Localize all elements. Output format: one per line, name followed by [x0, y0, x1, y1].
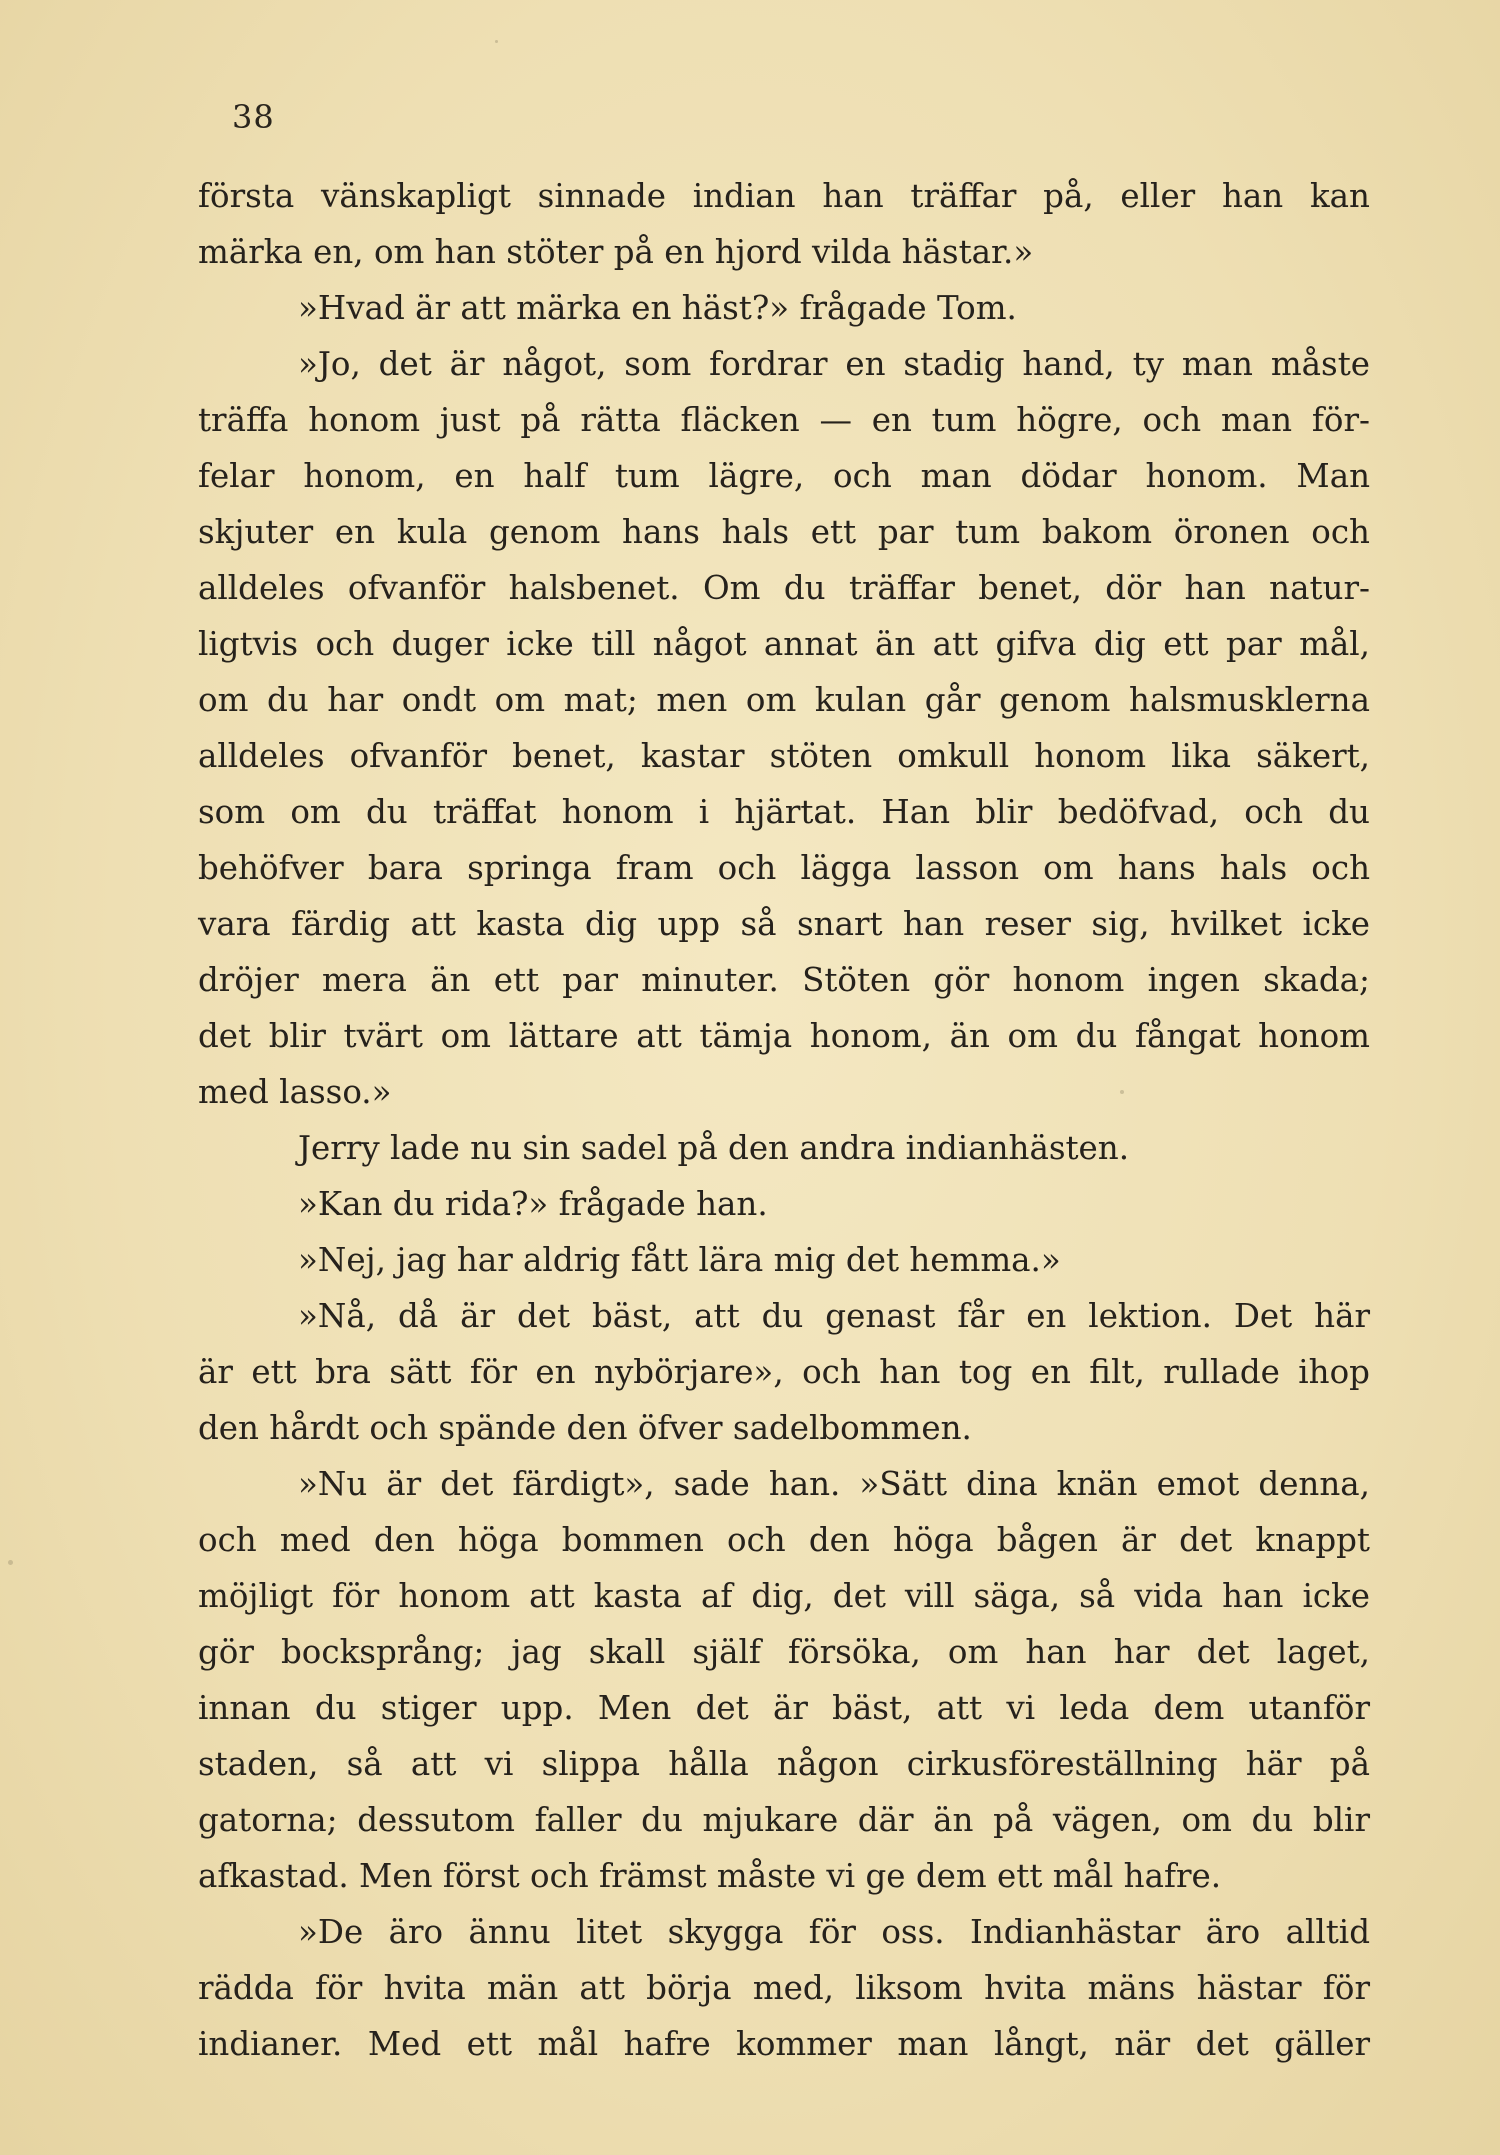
- text-line: alldeles ofvanför benet, kastar stöten omkull honom lika säkert,: [198, 737, 1370, 775]
- text-line: felar honom, en half tum lägre, och man dödar honom. Man: [198, 457, 1370, 495]
- text-line: med lasso.»: [198, 1073, 392, 1111]
- text-line: »Nu är det färdigt», sade han. »Sätt dina knän emot denna,: [298, 1465, 1370, 1503]
- text-line: märka en, om han stöter på en hjord vilda hästar.»: [198, 233, 1034, 271]
- text-line: möjligt för honom att kasta af dig, det vill säga, så vida han icke: [198, 1577, 1370, 1615]
- text-line: innan du stiger upp. Men det är bäst, att vi leda dem utanför: [198, 1689, 1370, 1727]
- text-line: »Nej, jag har aldrig fått lära mig det hemma.»: [298, 1241, 1061, 1279]
- text-line: indianer. Med ett mål hafre kommer man långt, när det gäller: [198, 2025, 1370, 2063]
- body-text: [198, 168, 1370, 2072]
- text-line: ligtvis och duger icke till något annat än att gifva dig ett par mål,: [198, 625, 1370, 663]
- text-line: gatorna; dessutom faller du mjukare där än på vägen, om du blir: [198, 1801, 1370, 1839]
- text-line: den hårdt och spände den öfver sadelbommen.: [198, 1409, 972, 1447]
- text-line: Jerry lade nu sin sadel på den andra indianhästen.: [298, 1129, 1130, 1167]
- text-line: dröjer mera än ett par minuter. Stöten gör honom ingen skada;: [198, 961, 1370, 999]
- text-line: om du har ondt om mat; men om kulan går genom halsmusklerna: [198, 681, 1370, 719]
- text-line: och med den höga bommen och den höga bågen är det knappt: [198, 1521, 1370, 1559]
- text-line: »Hvad är att märka en häst?» frågade Tom.: [298, 289, 1017, 327]
- paper-speck: [495, 40, 498, 43]
- text-line: alldeles ofvanför halsbenet. Om du träffar benet, dör han natur-: [198, 569, 1370, 607]
- text-line: »Nå, då är det bäst, att du genast får en lektion. Det här: [298, 1297, 1370, 1335]
- text-line: »De äro ännu litet skygga för oss. Indianhästar äro alltid: [298, 1913, 1370, 1951]
- text-line: skjuter en kula genom hans hals ett par tum bakom öronen och: [198, 513, 1370, 551]
- text-line: »Jo, det är något, som fordrar en stadig hand, ty man måste: [298, 345, 1370, 383]
- text-line: gör bocksprång; jag skall själf försöka, om han har det laget,: [198, 1633, 1370, 1671]
- text-line: afkastad. Men först och främst måste vi ge dem ett mål hafre.: [198, 1857, 1222, 1895]
- text-line: är ett bra sätt för en nybörjare», och han tog en filt, rullade ihop: [198, 1353, 1370, 1391]
- paper-speck: [8, 1560, 13, 1565]
- text-line: behöfver bara springa fram och lägga lasson om hans hals och: [198, 849, 1370, 887]
- text-line: träffa honom just på rätta fläcken — en tum högre, och man för-: [198, 401, 1370, 439]
- paper-speck: [1120, 1090, 1124, 1094]
- text-line: som om du träffat honom i hjärtat. Han blir bedöfvad, och du: [198, 793, 1370, 831]
- text-line: första vänskapligt sinnade indian han träffar på, eller han kan: [198, 177, 1370, 215]
- text-line: staden, så att vi slippa hålla någon cirkusföreställning här på: [198, 1745, 1370, 1783]
- page-number: 38: [232, 98, 275, 136]
- text-line: »Kan du rida?» frågade han.: [298, 1185, 768, 1223]
- text-line: rädda för hvita män att börja med, liksom hvita mäns hästar för: [198, 1969, 1370, 2007]
- text-line: vara färdig att kasta dig upp så snart han reser sig, hvilket icke: [198, 905, 1370, 943]
- text-line: det blir tvärt om lättare att tämja honom, än om du fångat honom: [198, 1017, 1370, 1055]
